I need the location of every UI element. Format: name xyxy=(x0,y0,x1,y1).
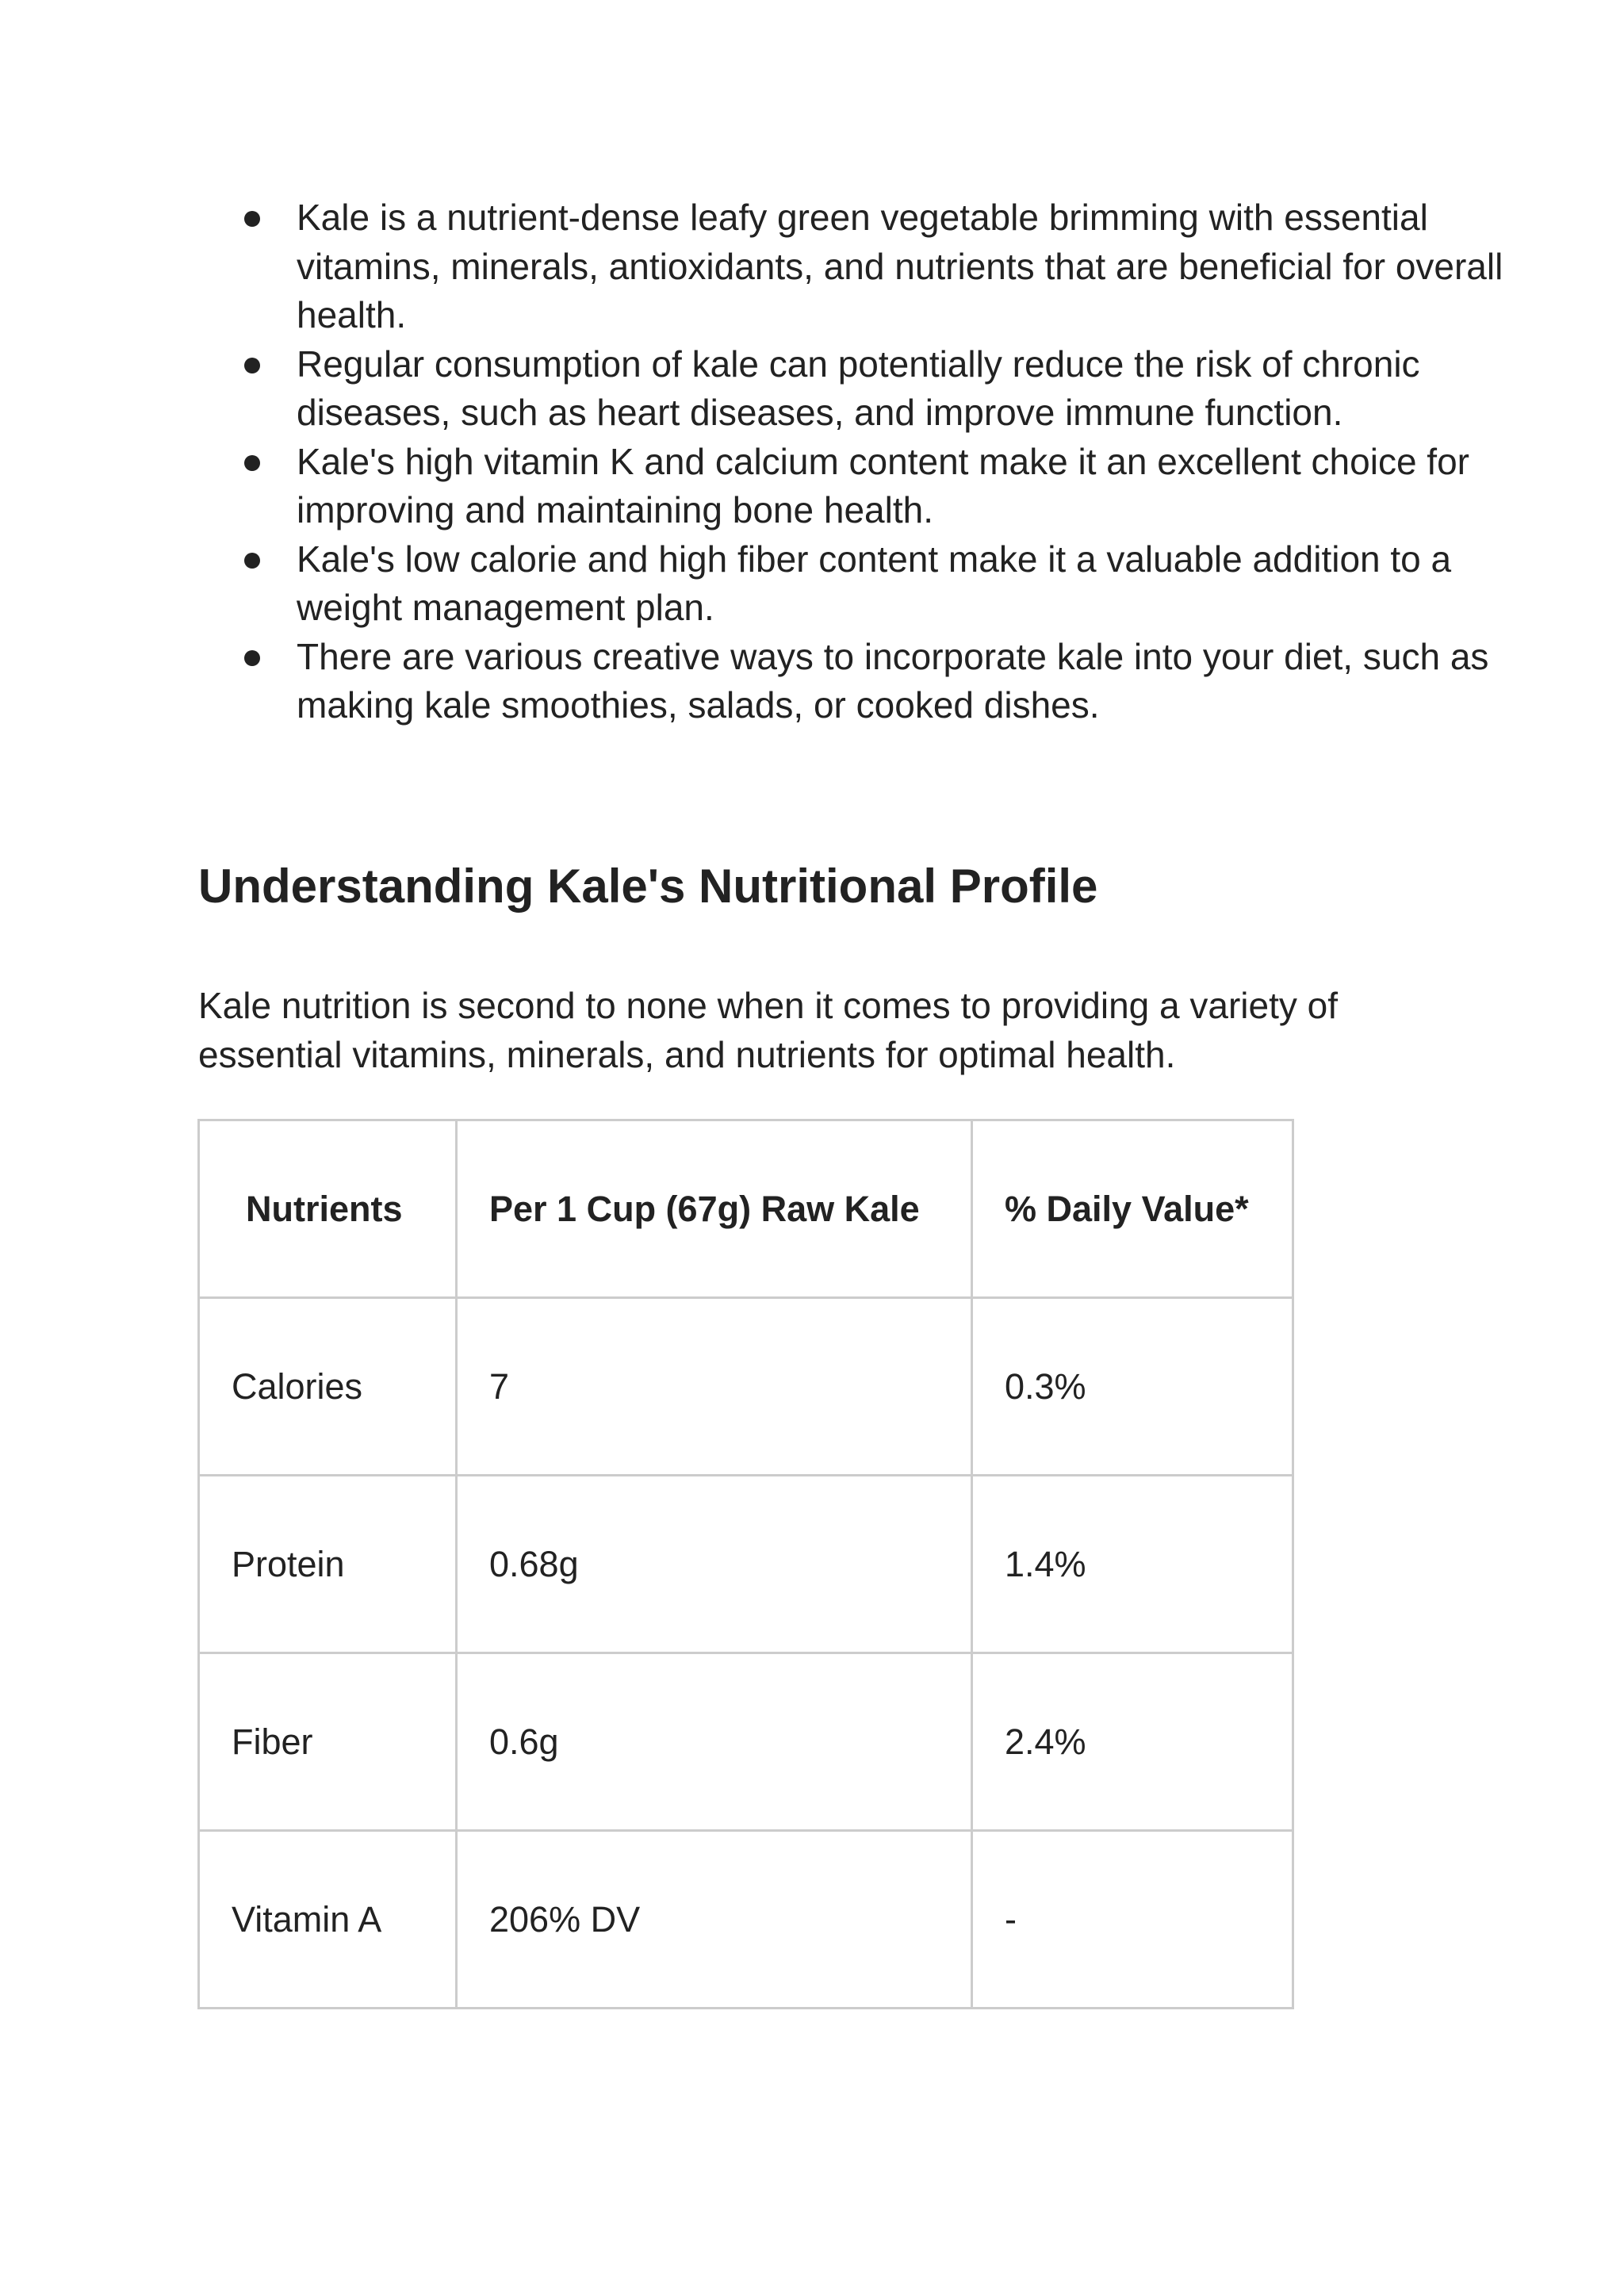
daily-value-cell: 2.4% xyxy=(972,1653,1293,1831)
table-row xyxy=(199,1476,1293,1653)
bullet-dot-icon xyxy=(244,358,260,373)
daily-value-cell: 1.4% xyxy=(972,1476,1293,1653)
nutrition-table xyxy=(197,1119,1294,2009)
table-row xyxy=(199,1298,1293,1476)
amount-cell: 7 xyxy=(457,1298,972,1476)
table-row xyxy=(199,1831,1293,2009)
bullet-text: There are various creative ways to incorporate kale into your diet, such as making kale smoothies, salads, or cooked dishes. xyxy=(297,635,1489,726)
amount-cell: 0.6g xyxy=(457,1653,972,1831)
section-heading: Understanding Kale's Nutritional Profile xyxy=(198,860,1098,913)
bullet-text: Kale is a nutrient-dense leafy green vegetable brimming with essential vitamins, minerals, antioxidants, and nutrients that are beneficial for overall health. xyxy=(297,197,1503,335)
nutrient-cell: Calories xyxy=(199,1298,457,1476)
table-header-row xyxy=(199,1120,1293,1298)
bullet-item xyxy=(297,193,1542,340)
bullet-dot-icon xyxy=(244,211,260,227)
nutrient-cell: Protein xyxy=(199,1476,457,1653)
daily-value-cell: 0.3% xyxy=(972,1298,1293,1476)
nutrient-cell: Fiber xyxy=(199,1653,457,1831)
header-nutrients: Nutrients xyxy=(199,1120,457,1298)
amount-cell: 0.68g xyxy=(457,1476,972,1653)
section-intro: Kale nutrition is second to none when it comes to providing a variety of essential vitamins, minerals, and nutrients for optimal health. xyxy=(198,985,1339,1075)
daily-value-cell: - xyxy=(972,1831,1293,2009)
bullet-text: Regular consumption of kale can potentially reduce the risk of chronic diseases, such as heart diseases, and improve immune function. xyxy=(297,343,1420,433)
bullet-dot-icon xyxy=(244,553,260,569)
header-daily-value: % Daily Value* xyxy=(972,1120,1293,1298)
amount-cell: 206% DV xyxy=(457,1831,972,2009)
key-takeaways-list xyxy=(198,193,1542,730)
bullet-item xyxy=(297,535,1542,633)
bullet-item xyxy=(297,340,1542,438)
bullet-item xyxy=(297,438,1542,535)
bullet-text: Kale's low calorie and high fiber content make it a valuable addition to a weight management plan. xyxy=(297,538,1452,628)
nutrient-cell: Vitamin A xyxy=(199,1831,457,2009)
bullet-dot-icon xyxy=(244,455,260,471)
bullet-item xyxy=(297,633,1542,730)
bullet-text: Kale's high vitamin K and calcium content make it an excellent choice for improving and maintaining bone health. xyxy=(297,440,1469,530)
header-per-cup: Per 1 Cup (67g) Raw Kale xyxy=(457,1120,972,1298)
bullet-dot-icon xyxy=(244,650,260,666)
table-row xyxy=(199,1653,1293,1831)
